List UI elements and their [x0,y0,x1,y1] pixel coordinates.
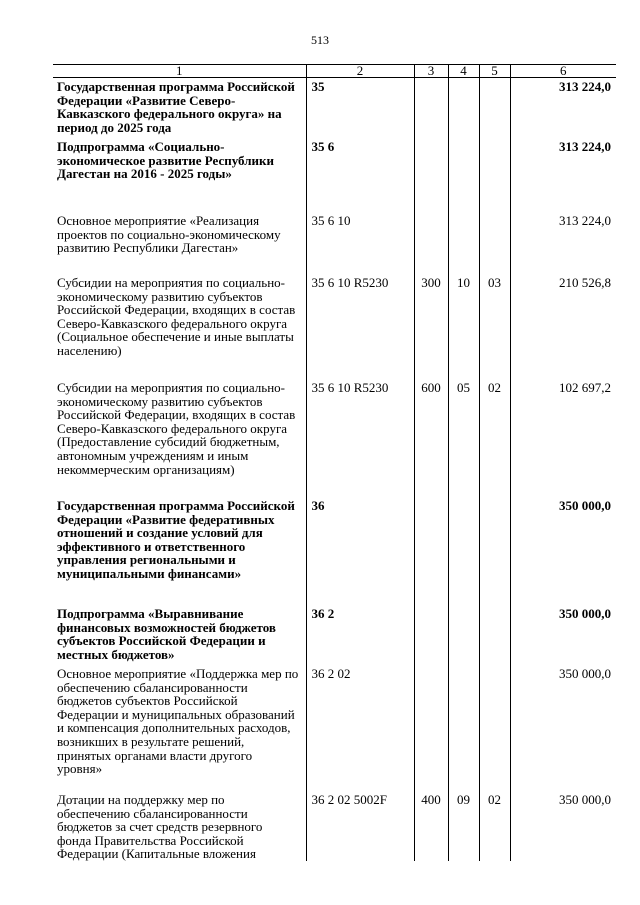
item-amount: 210 526,8 [510,274,616,379]
item-name: Государственная программа Российской Федерации «Развитие федеративных отношений и создание условий для эффективного и ответственного управления региональными и муниципальными финансами» [57,498,295,581]
item-expense-type: 600 [414,379,448,497]
item-name: Государственная программа Российской Федерации «Развитие Северо-Кавказского федерального округа» на период до 2025 года [57,79,295,135]
item-code: 35 [306,78,414,139]
item-name: Основное мероприятие «Поддержка мер по обеспечению сбалансированности бюджетов субъектов Российской Федерации и муниципальных образований и компенсация дополнительных расходов, возникших в результате решений, принятых органами власти другого уровня» [57,666,299,777]
item-code: 36 2 02 [306,665,414,791]
item-subsection [479,605,510,665]
item-section [448,665,479,791]
budget-table [53,64,616,861]
table-row [53,138,616,212]
table-row [53,212,616,274]
column-header: 6 [510,65,616,78]
column-header: 4 [448,65,479,78]
item-section: 10 [448,274,479,379]
item-amount: 313 224,0 [510,212,616,274]
table-row [53,379,616,497]
table-row [53,274,616,379]
item-code: 36 2 02 5002F [306,791,414,861]
item-subsection: 03 [479,274,510,379]
item-subsection [479,665,510,791]
item-name: Субсидии на мероприятия по социально-экономическому развитию субъектов Российской Федерации, входящих в состав Северо-Кавказского федерального округа (Предоставление субсидий бюджетным, автономным учреждениям и иным некоммерческим организациям) [57,380,296,477]
column-header: 2 [306,65,414,78]
item-section: 09 [448,791,479,861]
column-header: 1 [53,65,306,78]
item-name: Подпрограмма «Выравнивание финансовых возможностей бюджетов субъектов Российской Федерации и местных бюджетов» [57,606,276,662]
item-expense-type [414,78,448,139]
table-row [53,78,616,139]
item-section [448,212,479,274]
table-header-row [53,65,616,78]
item-subsection: 02 [479,379,510,497]
item-name: Субсидии на мероприятия по социально-экономическому развитию субъектов Российской Федерации, входящих в состав Северо-Кавказского федерального округа (Социальное обеспечение и иные выплаты населению) [57,275,296,358]
item-expense-type [414,665,448,791]
item-expense-type [414,138,448,212]
item-subsection [479,138,510,212]
item-subsection [479,78,510,139]
item-section: 05 [448,379,479,497]
item-section [448,605,479,665]
item-section [448,138,479,212]
item-name: Подпрограмма «Социально-экономическое развитие Республики Дагестан на 2016 - 2025 годы» [57,139,274,182]
item-subsection: 02 [479,791,510,861]
item-code: 35 6 10 R5230 [306,274,414,379]
item-name: Основное мероприятие «Реализация проектов по социально-экономическому развитию Республики Дагестан» [57,213,281,256]
item-amount: 350 000,0 [510,605,616,665]
item-code: 35 6 10 R5230 [306,379,414,497]
item-code: 36 [306,497,414,605]
table-row [53,791,616,861]
item-subsection [479,212,510,274]
item-amount: 102 697,2 [510,379,616,497]
item-amount: 350 000,0 [510,665,616,791]
table-row [53,665,616,791]
item-section [448,78,479,139]
table-row [53,605,616,665]
page-number: 513 [311,33,329,47]
table-row [53,497,616,605]
item-amount: 313 224,0 [510,138,616,212]
column-header: 5 [479,65,510,78]
item-subsection [479,497,510,605]
item-expense-type [414,605,448,665]
item-amount: 350 000,0 [510,791,616,861]
item-expense-type [414,497,448,605]
item-section [448,497,479,605]
item-expense-type: 300 [414,274,448,379]
item-name: Дотации на поддержку мер по обеспечению сбалансированности бюджетов за счет средств резервного фонда Правительства Российской Федерации (Капитальные вложения [57,792,263,862]
item-code: 35 6 [306,138,414,212]
item-amount: 313 224,0 [510,78,616,139]
item-amount: 350 000,0 [510,497,616,605]
item-expense-type [414,212,448,274]
item-expense-type: 400 [414,791,448,861]
column-header: 3 [414,65,448,78]
item-code: 35 6 10 [306,212,414,274]
item-code: 36 2 [306,605,414,665]
